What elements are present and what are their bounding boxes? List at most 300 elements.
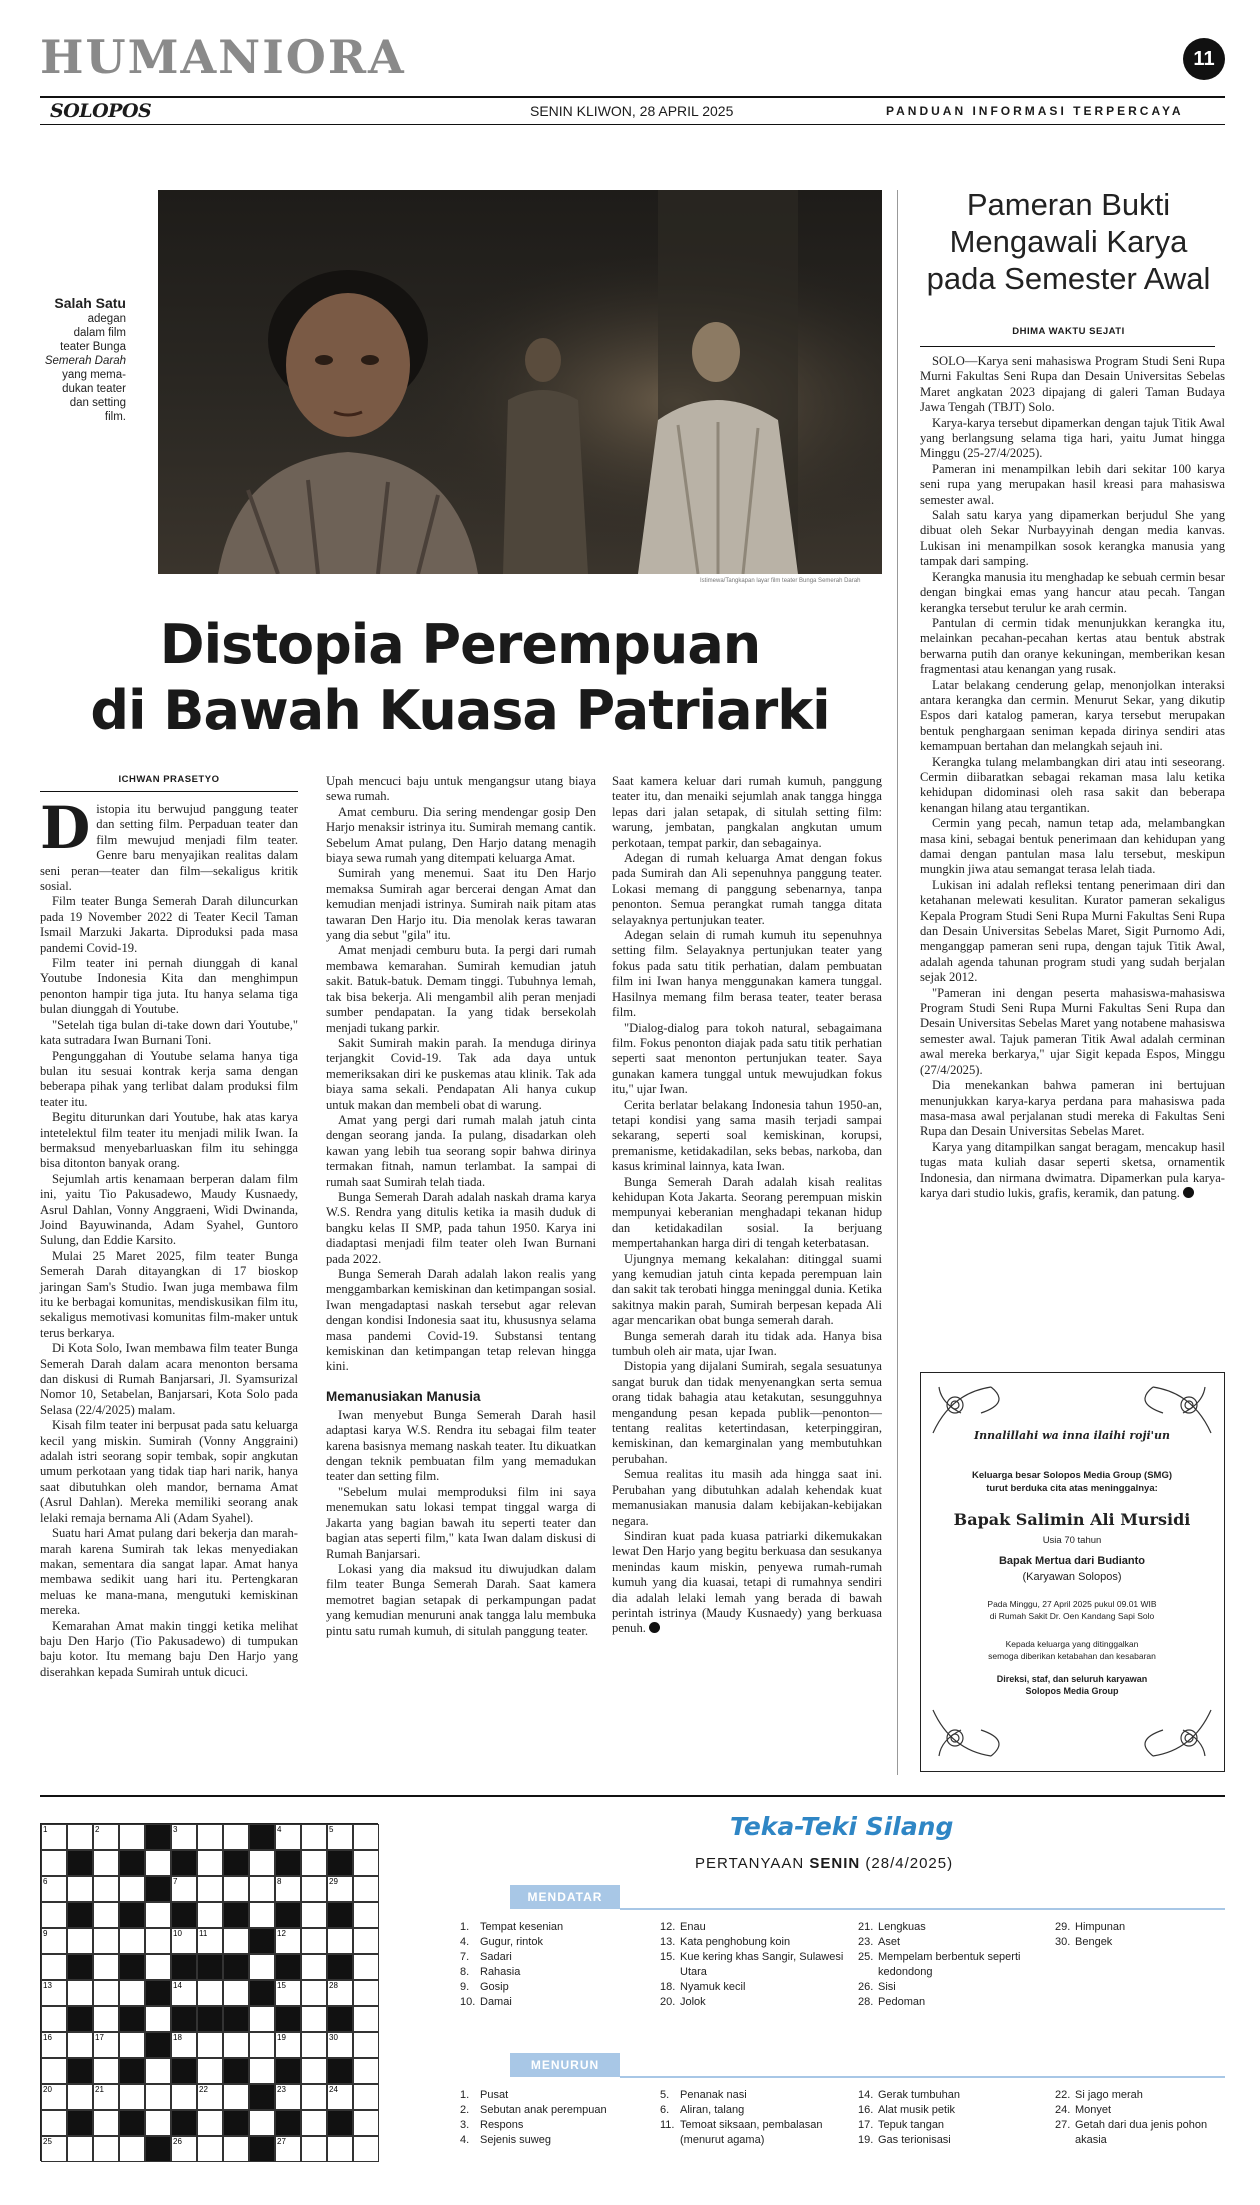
crossword-cell[interactable] (197, 2136, 223, 2162)
crossword-cell[interactable] (197, 1850, 223, 1876)
crossword-cell[interactable] (67, 1980, 93, 2006)
clue-item (1055, 1935, 1225, 1950)
byline: ICHWAN PRASETYO (118, 774, 220, 785)
body-paragraph: Bunga Semerah Darah adalah lakon realis yang menggambarkan kemiskinan dan ketimpangan sosial. Iwan mengadaptasi naskah tersebut agar relevan dengan kondisi Indonesia saat itu, khususnya selama masa pandemi Covid-19. Substansi tentang kemiskinan dan ketimpangan tetap relevan hingga kini. (326, 1267, 596, 1374)
subtitle-day: SENIN (809, 1855, 861, 1872)
crossword-block (171, 1902, 197, 1928)
clue-item (460, 1965, 655, 1980)
crossword-cell[interactable] (41, 1850, 67, 1876)
obituary-time (931, 1598, 1213, 1622)
menurun-column (858, 2088, 1053, 2148)
crossword-block (171, 1954, 197, 1980)
body-paragraph: Film teater ini pernah diunggah di kanal Youtube Indonesia Kita dan menghimpun penonton hampir tiga juta. Itu hanya selama tiga bulan diunggah di Youtube. (40, 956, 298, 1017)
side-paragraph-text: Karya yang ditampilkan sangat beragam, mencakup hasil tugas mata kuliah dasar seperti sketsa, ornamentik Indonesia, dan nirmana dwimatra. Dipamerkan pula karya-karya dari studio lukis, grafis, keramik, dan patung. (920, 1139, 1225, 1200)
crossword-cell[interactable] (93, 2058, 119, 2084)
side-paragraph: Latar belakang cenderung gelap, menonjolkan interaksi antara kerangka dan cermin. Menurut Sekar, yang dikutip Espos dari katalog pameran, karya tersebut merupakan bentuk penghargaan seniman kepada dirinya sendiri atas kemampuan bertahan dan melangkah sejauh ini. (920, 677, 1225, 754)
crossword-cell[interactable] (353, 2032, 379, 2058)
crossword-block (327, 1902, 353, 1928)
body-paragraph: Kemarahan Amat makin tinggi ketika melihat baju Den Harjo (Tio Pakusadewo) di tumpukan baju kotor. Itu memang baju Den Harjo yang diserahkan kepada Sumirah untuk dicuci. (40, 1618, 298, 1679)
obituary-box (920, 1372, 1225, 1772)
photo-caption (40, 295, 126, 424)
clue-text: Sisi (878, 1981, 896, 1993)
crossword-cell[interactable] (327, 2136, 353, 2162)
crossword-cell[interactable] (93, 1954, 119, 1980)
crossword-number: 4 (277, 1825, 282, 1834)
clue-item (660, 2103, 855, 2118)
body-paragraph: Adegan selain di rumah kumuh itu sepenuhnya setting film. Selayaknya pertunjukan teater yang fokus pada satu titik perhatian, dalam pembuatan film ini Iwan hanya menggunakan kamera tunggal. Hasilnya memang film berasa teater, teater berasa film. (612, 928, 882, 1020)
crossword-cell[interactable] (301, 1902, 327, 1928)
crossword-number: 22 (199, 2085, 208, 2094)
crossword-cell[interactable] (197, 2110, 223, 2136)
body-paragraph (612, 1529, 882, 1637)
crossword-cell[interactable] (353, 1928, 379, 1954)
clue-text: Respons (480, 2119, 524, 2131)
main-col-3 (612, 774, 882, 1637)
clue-text: Himpunan (1075, 1921, 1126, 1933)
crossword-cell[interactable] (67, 2136, 93, 2162)
headline-line: di Bawah Kuasa Patriarki (90, 679, 830, 742)
body-paragraph: istopia itu berwujud panggung teater dan setting film. Perpaduan teater dan film mewujud menjadi film teater. Genre baru menyajikan realitas dalam seni peran—teater dan film—sekaligus kritik sosial. (40, 802, 298, 894)
clue-item (460, 1980, 655, 1995)
crossword-cell[interactable] (93, 2110, 119, 2136)
crossword-cell[interactable] (41, 1954, 67, 1980)
crossword-cell[interactable] (145, 2110, 171, 2136)
clue-number: 3. (460, 2119, 470, 2131)
caption-line: dalam film (73, 327, 126, 339)
body-paragraph: Sumirah yang menemui. Saat itu Den Harjo memaksa Sumirah agar bercerai dengan Amat dan kemudian menjadi istrinya. Sumirah naik pitam atas tawaran Den Harjo itu. Dia menolak keras tawaran yang dia sebut "gila" itu. (326, 866, 596, 943)
crossword-cell[interactable] (41, 1902, 67, 1928)
crossword-block (223, 1902, 249, 1928)
mendatar-column (460, 1920, 655, 2010)
crossword-block (171, 2058, 197, 2084)
clue-text: Aset (878, 1936, 901, 1948)
crossword-number: 30 (329, 2033, 338, 2042)
clue-item (1055, 2088, 1225, 2103)
crossword-cell[interactable] (145, 1954, 171, 1980)
crossword-cell[interactable] (353, 1980, 379, 2006)
crossword-cell[interactable] (249, 2006, 275, 2032)
crossword-number: 6 (43, 1877, 48, 1886)
clue-number: 1. (460, 2089, 470, 2101)
clue-item (858, 1935, 1053, 1950)
crossword-number: 1 (43, 1825, 48, 1834)
brand-logo: SOLOPOS (50, 100, 152, 122)
crossword-number: 23 (277, 2085, 286, 2094)
crossword-cell[interactable] (119, 2084, 145, 2110)
crossword-cell[interactable] (67, 2032, 93, 2058)
crossword-block (223, 2006, 249, 2032)
clue-item (460, 2088, 655, 2103)
body-paragraph: Lokasi yang dia maksud itu diwujudkan dalam film teater Bunga Semerah Darah. Saat kamera memotret bagian setapak di perkampungan padat yang kemudian menuruni anak tangga lalu membuka pintu satu rumah kumuh, di situlah panggung teater. (326, 1561, 596, 1638)
crossword-number: 28 (329, 1981, 338, 1990)
crossword-cell[interactable] (93, 2006, 119, 2032)
crossword-block (67, 2058, 93, 2084)
crossword-number: 14 (173, 1981, 182, 1990)
mendatar-column (1055, 1920, 1225, 1950)
clue-item (858, 2118, 1053, 2133)
body-paragraph: Film teater Bunga Semerah Darah diluncurkan pada 19 November 2022 di Teater Kecil Taman Ismail Marzuki Jakarta. Diproduksi pada masa pandemi Covid-19. (40, 894, 298, 955)
crossword-number: 5 (329, 1825, 334, 1834)
clue-item (660, 1950, 855, 1980)
crossword-block (119, 1850, 145, 1876)
crossword-cell[interactable] (223, 1824, 249, 1850)
clue-item (460, 1995, 655, 2010)
crossword-cell[interactable] (145, 2058, 171, 2084)
crossword-cell[interactable] (301, 1928, 327, 1954)
crossword-cell[interactable] (301, 2006, 327, 2032)
crossword-cell[interactable] (301, 1954, 327, 1980)
crossword-number: 16 (43, 2033, 52, 2042)
obituary-name: Bapak Salimin Ali Mursidi (953, 1510, 1191, 1529)
crossword-cell[interactable] (197, 2032, 223, 2058)
clue-text: Gosip (480, 1981, 509, 1993)
clue-item (660, 1980, 855, 1995)
clue-number: 11. (660, 2119, 675, 2131)
crossword-block (275, 1850, 301, 1876)
column-divider (897, 190, 898, 1775)
side-headline-line: Pameran Bukti (966, 187, 1171, 222)
crossword-cell[interactable] (249, 1850, 275, 1876)
crossword-cell[interactable] (93, 1850, 119, 1876)
crossword-cell[interactable] (197, 1980, 223, 2006)
crossword-cell[interactable] (249, 2058, 275, 2084)
clue-number: 10. (460, 1996, 476, 2008)
crossword-cell[interactable] (119, 1824, 145, 1850)
body-paragraph: Distopia yang dijalani Sumirah, segala sesuatunya sangat buruk dan tidak menyenangkan serta semua orang tidak bahagia atau ketakutan, sesungguhnya mengandung pesan kepada publik—penonton—tentang realitas ketertindasan, keterpinggiran, kemiskinan, dan kemarginalan yang membutuhkan perubahan. (612, 1359, 882, 1466)
clue-item (858, 2133, 1053, 2148)
crossword-cell[interactable] (119, 1928, 145, 1954)
crossword-block (275, 2058, 301, 2084)
crossword-cell[interactable] (301, 2136, 327, 2162)
clue-text: Aliran, talang (680, 2104, 745, 2116)
menurun-column (460, 2088, 655, 2148)
clue-number: 20. (660, 1996, 676, 2008)
crossword-block (67, 1954, 93, 1980)
clue-text: Gas terionisasi (878, 2134, 951, 2146)
crossword-cell[interactable] (353, 2110, 379, 2136)
obituary-age: Usia 70 tahun (1042, 1535, 1102, 1546)
crossword-cell[interactable] (223, 1980, 249, 2006)
crossword-cell[interactable] (93, 1980, 119, 2006)
crossword-cell[interactable] (119, 2136, 145, 2162)
clue-number: 29. (1055, 1921, 1071, 1933)
crossword-block (171, 2110, 197, 2136)
clue-item (460, 1935, 655, 1950)
crossword-cell[interactable] (67, 1928, 93, 1954)
obituary-intro-line: Keluarga besar Solopos Media Group (SMG) (971, 1470, 1173, 1481)
crossword-cell[interactable] (301, 2084, 327, 2110)
body-paragraph: Saat kamera keluar dari rumah kumuh, panggung teater itu, dan menaiki sejumlah anak tangga hingga lepas dari jalan setapak, di situlah setting film: warung, jembatan, pangkalan angkutan umum perkotaan, tempat parkir, dan sebagainya. (612, 774, 882, 850)
clue-item (1055, 1920, 1225, 1935)
clue-number: 25. (858, 1951, 874, 1963)
side-headline-line: Mengawali Karya (949, 224, 1188, 259)
clue-number: 2. (460, 2104, 470, 2116)
crossword-cell[interactable] (41, 2110, 67, 2136)
clue-item (858, 1995, 1053, 2010)
clue-text: Monyet (1075, 2104, 1112, 2116)
crossword-cell[interactable] (145, 1928, 171, 1954)
body-paragraph: Amat cemburu. Dia sering mendengar gosip Den Harjo menaksir istrinya itu. Sumirah memang cantik. Sebelum Amat pulang, Den Harjo datang menagih biaya sewa rumah yang ditempati keluarga Amat. (326, 804, 596, 866)
clue-text: Pedoman (878, 1996, 926, 2008)
crossword-cell[interactable] (119, 1980, 145, 2006)
crossword-block (67, 1850, 93, 1876)
crossword-cell[interactable] (301, 1824, 327, 1850)
crossword-number: 21 (95, 2085, 104, 2094)
crossword-block (145, 2136, 171, 2162)
obituary-wish-line: semoga diberikan ketabahan dan kesabaran (988, 1651, 1156, 1661)
crossword-block (223, 2058, 249, 2084)
crossword-number: 24 (329, 2085, 338, 2094)
body-paragraph: Sejumlah artis kenamaan berperan dalam film ini, yaitu Tio Pakusadewo, Maudy Kusnaedy, Asrul Dahlan, Vonny Anggraeni, Widi Dwinanda, Joind Bayuwinanda, Adam Syahel, Guntoro Sulung, dan Eddie Karsito. (40, 1171, 298, 1248)
side-byline-rule (920, 346, 1215, 347)
crossword-cell[interactable] (249, 1954, 275, 1980)
crossword-cell[interactable] (249, 2110, 275, 2136)
crossword-cell[interactable] (93, 2136, 119, 2162)
clue-number: 1. (460, 1921, 470, 1933)
subtitle-date: (28/4/2025) (865, 1855, 954, 1872)
crossword-cell[interactable] (249, 1902, 275, 1928)
crossword-cell[interactable] (119, 2032, 145, 2058)
body-paragraph: Iwan menyebut Bunga Semerah Darah hasil adaptasi karya W.S. Rendra itu sebagai film teater karena basisnya memang naskah teater. Itu dikuatkan dengan teknik pembuatan film yang memadukan teater dan setting film. (326, 1407, 596, 1484)
clue-text: Temoat siksaan, pembalasan (menurut agama) (680, 2119, 823, 2146)
crossword-cell[interactable] (223, 2136, 249, 2162)
obituary-wish-line: Kepada keluarga yang ditinggalkan (1005, 1639, 1139, 1649)
clue-text: Bengek (1075, 1936, 1113, 1948)
crossword-number: 3 (173, 1825, 178, 1834)
crossword-block (327, 1850, 353, 1876)
clue-item (858, 1950, 1053, 1980)
crossword-number: 13 (43, 1981, 52, 1990)
side-paragraph: Cermin yang pecah, namun tetap ada, melambangkan masa kini, sebagai bentuk penerimaan dan kehidupan yang damai dengan pantulan masa lalu tersebut, meskipun mungkin jiwa atau semangat terasa lelah tiada. (920, 816, 1225, 877)
crossword-cell[interactable] (353, 1850, 379, 1876)
crossword-cell[interactable] (145, 1902, 171, 1928)
crossword-cell[interactable] (223, 1928, 249, 1954)
crossword-cell[interactable] (249, 2032, 275, 2058)
clue-text: Sadari (480, 1951, 512, 1963)
crossword-cell[interactable] (301, 1980, 327, 2006)
crossword-block (67, 1902, 93, 1928)
obituary-wish (931, 1638, 1213, 1662)
crossword-cell[interactable] (41, 2058, 67, 2084)
crossword-cell[interactable] (197, 1902, 223, 1928)
crossword-cell[interactable] (353, 1902, 379, 1928)
crossword-cell[interactable] (223, 2032, 249, 2058)
clue-text: Gugur, rintok (480, 1936, 543, 1948)
obituary-from (931, 1673, 1213, 1697)
mendatar-column (660, 1920, 855, 2010)
clue-number: 16. (858, 2104, 874, 2116)
crossword-cell[interactable] (353, 2084, 379, 2110)
crossword-block (145, 1824, 171, 1850)
crossword-cell[interactable] (145, 1850, 171, 1876)
crossword-block (223, 2110, 249, 2136)
crossword-block (327, 2006, 353, 2032)
body-paragraph: Bunga Semerah Darah adalah naskah drama karya W.S. Rendra yang ditulis ketika ia masih duduk di bangku kelas II SMP, pada tahun 1950. Karya ini diadaptasi menjadi film teater oleh Iwan Burnani pada 2022. (326, 1189, 596, 1266)
body-paragraph: Bunga Semerah Darah adalah kisah realitas kehidupan Kota Jakarta. Seorang perempuan miskin mempunyai keberanian menghadapi tekanan hidup dan ketidakadilan sosial. Ia berjuang mempertahankan harga diri di tengah keterbatasan. (612, 1174, 882, 1251)
drop-cap: D (40, 802, 91, 862)
clue-text: Gerak tumbuhan (878, 2089, 960, 2101)
obituary-time-line: di Rumah Sakit Dr. Oen Kandang Sapi Solo (989, 1611, 1155, 1621)
body-paragraph: Begitu diturunkan dari Youtube, hak atas karya intetelektul film teater itu menjadi milik Iwan. Ia bermaksud menyebarluaskan film itu sehingga bisa ditonton banyak orang. (40, 1110, 298, 1171)
crossword-cell[interactable] (353, 1824, 379, 1850)
crossword-cell[interactable] (249, 1876, 275, 1902)
crossword-cell[interactable] (93, 1902, 119, 1928)
body-paragraph: Mulai 25 Maret 2025, film teater Bunga Semerah Darah ditayangkan di 17 bioskop jaringan Sam's Studio. Iwan juga membawa film itu ke berbagai komunitas, mendiskusikan film itu, sekaligus memotivasi komunitas film-maker untuk terus berkarya. (40, 1248, 298, 1340)
crossword-cell[interactable] (197, 1876, 223, 1902)
clue-number: 13. (660, 1936, 676, 1948)
clue-number: 4. (460, 2134, 470, 2146)
clue-text: Mempelam berbentuk seperti kedondong (878, 1951, 1021, 1978)
crossword-cell[interactable] (223, 2084, 249, 2110)
masthead-rule-bottom (40, 124, 1225, 125)
crossword-cell[interactable] (353, 2006, 379, 2032)
crossword-cell[interactable] (67, 1876, 93, 1902)
clue-text: Nyamuk kecil (680, 1981, 746, 1993)
clue-item (660, 1935, 855, 1950)
crossword-cell[interactable] (301, 2110, 327, 2136)
main-headline (40, 612, 880, 744)
side-paragraph: Pantulan di cermin tidak menunjukkan kerangka itu, melainkan pecahan-pecahan kertas atau bentuk abstrak berwarna putih dan oranye kekuningan, memberikan kesan fragmentasi atau kenangan yang rusak. (920, 615, 1225, 677)
clue-item (1055, 2103, 1225, 2118)
clue-number: 23. (858, 1936, 874, 1948)
crossword-number: 11 (199, 1929, 208, 1938)
caption-line: yang mema- (62, 369, 126, 381)
crossword-number: 12 (277, 1929, 286, 1938)
obituary-relation: Bapak Mertua dari Budianto (998, 1555, 1146, 1567)
body-paragraph: "Setelah tiga bulan di-take down dari Youtube," kata sutradara Iwan Burnani Toni. (40, 1017, 298, 1048)
crossword-block (145, 2032, 171, 2058)
crossword-cell[interactable] (301, 1850, 327, 1876)
crossword-cell[interactable] (223, 1876, 249, 1902)
clue-number: 28. (858, 1996, 874, 2008)
main-col-1 (40, 774, 298, 1680)
crossword-cell[interactable] (301, 2032, 327, 2058)
crossword-cell[interactable] (353, 2058, 379, 2084)
crossword-block (119, 2110, 145, 2136)
photo-credit: Istimewa/Tangkapan layar film teater Bunga Semerah Darah (700, 578, 861, 584)
clue-item (460, 2103, 655, 2118)
obituary-intro-line: turut berduka cita atas meninggalnya: (986, 1483, 1158, 1494)
crossword-number: 8 (277, 1877, 282, 1886)
crossword-block (119, 2058, 145, 2084)
headline-line: Distopia Perempuan (159, 613, 761, 676)
crossword-cell[interactable] (93, 1928, 119, 1954)
side-paragraph: Kerangka tulang melambangkan diri atau inti seseorang. Cermin diibaratkan sebagai rekaman masa lalu ketika kehidupan didominasi oleh rasa sakit dan beberapa kenangan hilang atau tergantikan. (920, 754, 1225, 815)
crossword-cell[interactable] (353, 1876, 379, 1902)
crossword-cell[interactable] (41, 2006, 67, 2032)
obituary-intro (941, 1469, 1203, 1495)
crossword-cell[interactable] (353, 1954, 379, 1980)
film-still-photo (158, 190, 882, 574)
clue-text: Tepuk tangan (878, 2119, 945, 2131)
crossword-cell[interactable] (197, 2058, 223, 2084)
section-title: HUMANIORA (40, 30, 406, 84)
crossword-block (275, 2006, 301, 2032)
side-paragraph: Dia menekankan bahwa pameran ini bertujuan menunjukkan karya-karya perdana para mahasiswa pada masa-masa awal perjalanan studi mereka di Fakultas Seni Rupa dan Desain Universitas Sebelas Maret. (920, 1078, 1225, 1139)
crossword-cell[interactable] (145, 2006, 171, 2032)
side-headline-line: pada Semester Awal (926, 261, 1211, 296)
side-paragraph: Salah satu karya yang dipamerkan berjudul She yang dibuat oleh Sekar Nurbayyinah dengan media kanvas. Lukisan ini menampilkan sosok kerangka manusia yang tampak dari samping. (920, 508, 1225, 569)
crossword-block (119, 1954, 145, 1980)
clue-text: Sejenis suweg (480, 2134, 551, 2146)
subhead: Memanusiakan Manusia (326, 1388, 481, 1404)
crossword-cell[interactable] (67, 2084, 93, 2110)
mendatar-column (858, 1920, 1053, 2010)
crossword-cell[interactable] (93, 1876, 119, 1902)
crossword-cell[interactable] (67, 1824, 93, 1850)
caption-title: Salah Satu (54, 295, 126, 311)
clue-number: 7. (460, 1951, 470, 1963)
crossword-cell[interactable] (353, 2136, 379, 2162)
end-mark-icon (1183, 1187, 1194, 1198)
crossword-cell[interactable] (197, 1824, 223, 1850)
crossword-grid (40, 1823, 378, 2161)
crossword-block (249, 2084, 275, 2110)
crossword-cell[interactable] (171, 2084, 197, 2110)
crossword-block (249, 2136, 275, 2162)
clue-item (460, 2133, 655, 2148)
clue-number: 19. (858, 2134, 874, 2146)
crossword-number: 29 (329, 1877, 338, 1886)
side-paragraph: SOLO—Karya seni mahasiswa Program Studi Seni Rupa Murni Fakultas Seni Rupa dan Desain Universitas Sebelas Maret angkatan 2023 dipajang di galeri Taman Budaya Jawa Tengah (TBJT) Solo. (920, 354, 1225, 415)
clue-item (858, 2103, 1053, 2118)
clue-item (660, 2088, 855, 2103)
clue-text: Damai (480, 1996, 512, 2008)
crossword-number: 17 (95, 2033, 104, 2042)
obituary-time-line: Pada Minggu, 27 April 2025 pukul 09.01 WIB (987, 1599, 1157, 1609)
body-paragraph: Cerita berlatar belakang Indonesia tahun 1950-an, tetapi kondisi yang sama masih terjadi sampai sekarang, seperti soal kemiskinan, korupsi, premanisme, ketidakadilan, seks bebas, narkoba, dan kasus kriminal lainnya, kata Iwan. (612, 1097, 882, 1174)
crossword-block (249, 1928, 275, 1954)
crossword-cell[interactable] (301, 1876, 327, 1902)
side-body (920, 354, 1225, 1201)
crossword-number: 9 (43, 1929, 48, 1938)
obituary-from-line: Direksi, staf, dan seluruh karyawan (996, 1674, 1148, 1684)
clue-number: 5. (660, 2089, 670, 2101)
crossword-cell[interactable] (301, 2058, 327, 2084)
clue-text: Si jago merah (1075, 2089, 1143, 2101)
crossword-block (67, 2006, 93, 2032)
clue-number: 26. (858, 1981, 874, 1993)
crossword-block (249, 1980, 275, 2006)
clue-number: 18. (660, 1981, 676, 1993)
caption-line: adegan (87, 313, 126, 325)
crossword-block (197, 2006, 223, 2032)
clue-text: Getah dari dua jenis pohon akasia (1075, 2119, 1208, 2146)
clue-item (660, 1920, 855, 1935)
clue-text: Sebutan anak perempuan (480, 2104, 607, 2116)
crossword-cell[interactable] (327, 1928, 353, 1954)
menurun-label: MENURUN (510, 2053, 620, 2077)
clue-number: 21. (858, 1921, 874, 1933)
side-paragraph (920, 1140, 1225, 1202)
crossword-block (275, 1954, 301, 1980)
body-paragraph: Ujungnya memang kekalahan: ditinggal suami yang kemudian jatuh cinta kepada perempuan lain dan sakit tak terobati hingga meninggal dunia. Ketika sakitnya makin parah, Sumirah berpesan kepada Ali agar mencarikan obat bunga semerah darah. (612, 1251, 882, 1328)
caption-line: film. (104, 411, 126, 423)
crossword-block (197, 1954, 223, 1980)
body-paragraph: Suatu hari Amat pulang dari bekerja dan marah-marah karena Sumirah tak lekas menyediakan makan, sementara dia sangat lapar. Amat hanya membawa sedikit uang hari itu. Pertengkaran meluas ke mana-mana, mengutuki kemiskinan mereka. (40, 1526, 298, 1618)
clue-item (858, 1980, 1053, 1995)
side-byline: DHIMA WAKTU SEJATI (1012, 326, 1125, 337)
clue-number: 27. (1055, 2119, 1071, 2131)
crossword-cell[interactable] (145, 2084, 171, 2110)
side-headline (912, 186, 1225, 297)
crossword-block (249, 1824, 275, 1850)
crossword-cell[interactable] (119, 1876, 145, 1902)
clue-number: 17. (858, 2119, 874, 2131)
clue-text: Kue kering khas Sangir, Sulawesi Utara (680, 1951, 844, 1978)
crossword-block (145, 1876, 171, 1902)
clue-item (1055, 2118, 1225, 2148)
